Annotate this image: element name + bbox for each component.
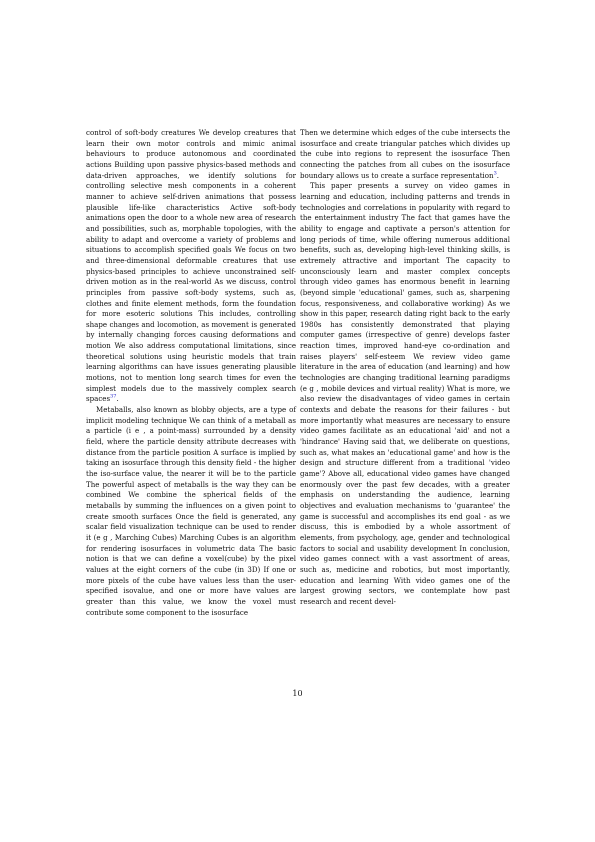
right-column (300, 128, 510, 608)
left-paragraph-metaballs: Metaballs, also known as blobby objects, are a type of implicit modeling technique We can think of a metaball as a particle (i e , a point-mass) surrounded by a density field, where the particle density attribute decreases with distance from the particle position A surface is implied by taking an isosurface through this density field - the higher the iso-surface value, the nearer it will be to the particle The powerful aspect of metaballs is the way they can be combined We combine the spherical fields of the metaballs by summing the influences on a given point to create smooth surfaces Once the field is generated, any scalar field visualization technique can be used to render it (e g , Marching Cubes) Marching Cubes is an algorithm for rendering isosurfaces in volumetric data The basic notion is that we can define a voxel(cube) by the pixel values at the eight corners of the cube (in 3D) If one or more pixels of the cube have values less than the user-specified isovalue, and one or more have values are greater than this value, we know the voxel must contribute some component to the isosurface (86, 405, 296, 617)
left-paragraph-soft-body (86, 128, 296, 405)
citation-link[interactable]: 37 (110, 394, 117, 401)
sentence-end: . (116, 394, 119, 404)
sentence-end: . (496, 170, 499, 180)
right-paragraph-video-games: This paper presents a survey on video games in learning and education, including patterns and trends in technologies and correlations in popularity with regard to the entertainment industry The fact that games have the ability to engage and captivate a person's attention for long periods of time, while offering numerous additional benefits, such as, developing high-level thinking skills, is extremely attractive and important The capacity to unconsciously learn and master complex concepts through video games has enormous benefit in learning (beyond simple 'educational' games, such as, sharpening focus, responsiveness, and collaborative working) As we show in this paper, research dating right back to the early 1980s has consistently demonstrated that playing computer games (irrespective of genre) develops faster reaction times, improved hand-eye co-ordination and raises players' self-esteem We review video game literature in the area of education (and learning) and how technologies are changing traditional learning paradigms (e g , mobile devices and virtual reality) What is more, we also review the disadvantages of video games in certain contexts and debate the reasons for their failures - but more importantly what measures are necessary to ensure video games facilitate as an educational 'aid' and not a 'hindrance' Having said that, we deliberate on questions, such as, what makes an 'educational game' and how is the design and structure different from a traditional 'video game'? Above all, educational video games have changed enormously over the past few decades, with a greater emphasis on understanding the audience, learning objectives and evaluation mechanisms to 'guarantee' the game is successful and accomplishes its end goal - as we discuss, this is embodied by a whole assortment of elements, from psychology, age, gender and technological factors to social and usability development In conclusion, video games connect with a vast assortment of areas, such as, medicine and robotics, but most importantly, education and learning With video games one of the largest growing sectors, we contemplate how past research and recent devel- (300, 181, 510, 606)
left-column (86, 128, 296, 618)
left-paragraph-soft-body-text: control of soft-body creatures We develop creatures that learn their own motor controls and mimic animal behaviours to produce autonomous and coordinated actions Building upon passive physics-based methods and data-driven approaches, we identify solutions for controlling selective mesh components in a coherent manner to achieve self-driven animations that possess plausible life-like characteristics Active soft-body animations open the door to a whole new area of research and possibilities, such as, morphable topologies, with the ability to adapt and overcome a variety of problems and situations to accomplish specified goals We focus on two and three-dimensional deformable creatures that use physics-based principles to achieve unconstrained self-driven motion as in the real-world As we discuss, control principles from passive soft-body systems, such as, clothes and finite element methods, form the foundation for more esoteric solutions This includes, controlling shape changes and locomotion, as movement is generated by internally changing forces causing deformations and motion We also address computational limitations, since theoretical solutions using heuristic models that train learning algorithms can have issues generating plausible motions, not to mention long search times for even the simplest models due to the massively complex search spaces (86, 128, 296, 404)
right-paragraph-isosurface-text: Then we determine which edges of the cube intersects the isosurface and create triangular patches which divides up the cube into regions to represent the isosurface Then connecting the patches from all cubes on the isosurface boundary allows us to create a surface representation (300, 128, 510, 180)
right-paragraph-isosurface (300, 128, 510, 181)
page-number: 10 (292, 689, 303, 698)
citation-link[interactable]: 3 (493, 170, 497, 177)
